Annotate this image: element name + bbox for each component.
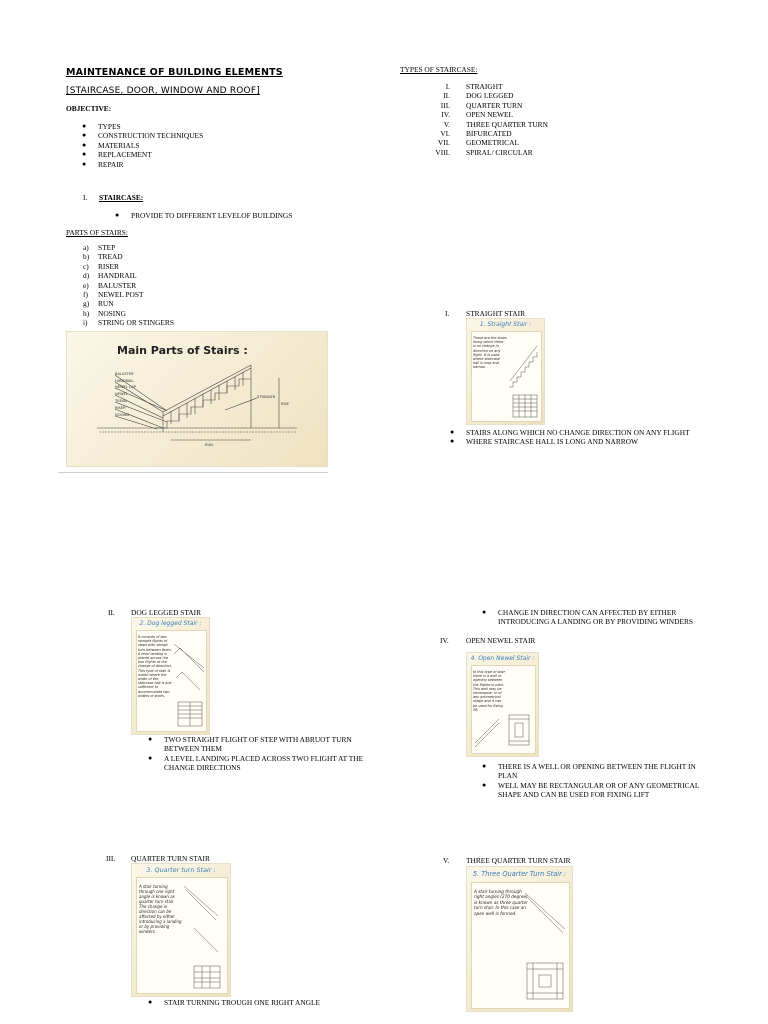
- quarter-turn-stair-drawing: [182, 882, 228, 992]
- figure-caption: It consists of two straight flights of steps with abrupt turn between them. A level landing is placed across the two flights at the change of direction. This type of stair is useful where the width of the staircase hall is just sufficient to accommodate two widths of stairs.: [138, 635, 172, 698]
- list-item: ● WHERE STAIRCASE HALL IS LONG AND NARROW: [450, 437, 638, 447]
- objective-label: OBJECTIVE:: [66, 104, 112, 113]
- figure-caption: These are the stairs along which there is no change in direction on any flight. It is used where staircase hall is long and narrow.: [473, 336, 507, 370]
- list-item: ● TWO STRAIGHT FLIGHT OF STEP WITH ABRUOT TURN BETWEEN THEM: [148, 735, 352, 754]
- list-item: d) HANDRAIL: [83, 271, 137, 281]
- list-item: II. DOG LEGGED: [443, 91, 514, 101]
- list-item: ● REPLACEMENT: [82, 150, 152, 160]
- list-item: c) RISER: [83, 261, 119, 271]
- list-item: ● THERE IS A WELL OR OPENING BETWEEN THE FLIGHT IN PLAN: [482, 762, 696, 781]
- figure-title: 4. Open Newel Stair :: [470, 655, 535, 662]
- figure-caption: In this type of stair there is a well or opening between the flights in plan. This well may be rectangular or of any geometrical shape and it can be used for fixing lift.: [473, 670, 505, 712]
- figure-title: 2. Dog legged Stair :: [139, 620, 202, 627]
- list-item: f) NEWEL POST: [83, 289, 144, 299]
- figure-caption: A stair turning through one right angle is known as quarter turn stair. The change in direction can be affected by either introducing a landing or by providing winders.: [139, 884, 182, 934]
- list-item: a) STEP: [83, 243, 116, 252]
- list-item: ● PROVIDE TO DIFFERENT LEVELOF BUILDINGS: [115, 211, 293, 220]
- figure-title: 3. Quarter turn Stair :: [146, 866, 216, 874]
- label-riser: RISER: [115, 406, 126, 410]
- quarter-turn-heading: QUARTER TURN STAIR: [131, 854, 210, 863]
- list-item: ● A LEVEL LANDING PLACED ACROSS TWO FLIGHT AT THE CHANGE DIRECTIONS: [148, 753, 364, 773]
- straight-stair-figure: [466, 318, 545, 425]
- list-item: ● CONSTRUCTION TECHNIQUES: [82, 131, 204, 141]
- list-item: b) TREAD: [83, 252, 123, 262]
- label-baluster: BALUSTER: [115, 372, 134, 376]
- parts-list: [83, 243, 174, 328]
- list-item: ● TYPES: [82, 122, 121, 131]
- staircase-number: I.: [83, 193, 88, 202]
- staircase-heading: STAIRCASE:: [99, 193, 144, 202]
- list-item: ● STAIRS ALONG WHICH NO CHANGE DIRECTION ON ANY FLIGHT: [450, 428, 690, 437]
- open-newel-number: IV.: [440, 636, 449, 645]
- label-tread: TREAD: [115, 399, 128, 403]
- list-item: i) STRING OR STINGERS: [83, 318, 174, 328]
- open-newel-stair-drawing: [473, 709, 533, 751]
- straight-heading: STRAIGHT STAIR: [466, 309, 526, 318]
- three-quarter-number: V.: [443, 856, 450, 865]
- list-item: I. STRAIGHT: [445, 82, 503, 91]
- figure-title: 1. Straight Stair :: [479, 321, 532, 328]
- list-item: ● CHANGE IN DIRECTION CAN AFFECTED BY EITHER INTRODUCING A LANDING OR BY PROVIDING WINDERS: [482, 608, 694, 627]
- quarter-turn-bullets: [148, 998, 321, 1007]
- list-item: VIII. SPIRAL/ CIRCULAR: [435, 147, 533, 157]
- parts-heading: PARTS OF STAIRS:: [66, 228, 128, 237]
- straight-number: I.: [445, 309, 450, 318]
- label-handrail: HANDRAIL: [115, 379, 134, 383]
- open-newel-stair-figure: [466, 652, 539, 757]
- figure-title: Main Parts of Stairs :: [117, 344, 248, 357]
- stair-diagram: [67, 332, 327, 466]
- label-run: RUN: [205, 443, 213, 447]
- document-subtitle: [STAIRCASE, DOOR, WINDOW AND ROOF]: [66, 86, 260, 96]
- list-item: ● WELL MAY BE RECTANGULAR OR OF ANY GEOMETRICAL SHAPE AND CAN BE USED FOR FIXING LIFT: [482, 780, 700, 800]
- staircase-bullets: [115, 211, 293, 220]
- list-item: VII. GEOMETRICAL: [437, 138, 519, 148]
- list-item: ● REPAIR: [82, 159, 124, 169]
- label-stringer: STRINGER: [257, 395, 276, 399]
- open-newel-bullets: [482, 762, 713, 800]
- quarter-turn-number: III.: [106, 854, 116, 863]
- objectives-list: [82, 122, 204, 169]
- dog-legged-heading: DOG LEGGED STAIR: [131, 608, 202, 617]
- straight-bullets: [450, 428, 690, 447]
- list-item: ● MATERIALS: [82, 140, 140, 150]
- list-item: III. QUARTER TURN: [440, 100, 523, 110]
- figure-caption: A stair turning through right angles (270 degree) is known as three quarter turn stair. In this case an open well is formed.: [474, 889, 528, 916]
- list-item: g) RUN: [83, 299, 114, 309]
- label-newel-cap: NEWEL CAP: [115, 385, 137, 389]
- list-item: h) NOSING: [83, 308, 126, 318]
- document-title: MAINTENANCE OF BUILDING ELEMENTS: [66, 67, 283, 78]
- straight-stair-drawing: [507, 335, 541, 420]
- list-item: e) BALUSTER: [83, 280, 137, 290]
- dog-legged-stair-figure: [131, 617, 210, 735]
- types-heading: TYPES OF STAIRCASE:: [400, 65, 478, 74]
- list-item: IV. OPEN NEWEL: [441, 110, 514, 120]
- list-item: V. THREE QUARTER TURN: [443, 119, 548, 129]
- divider: [58, 472, 328, 473]
- three-quarter-stair-figure: [466, 866, 573, 1012]
- label-rise: RISE: [281, 402, 290, 406]
- change-direction-note: [482, 608, 728, 627]
- three-quarter-heading: THREE QUARTER TURN STAIR: [466, 856, 571, 865]
- label-nosing: NOSING: [115, 413, 130, 417]
- dog-legged-number: II.: [108, 608, 115, 617]
- dog-legged-stair-drawing: [172, 634, 206, 730]
- types-list: [416, 82, 548, 157]
- quarter-turn-stair-figure: [131, 863, 231, 997]
- open-newel-heading: OPEN NEWEL STAIR: [466, 636, 536, 645]
- label-newel: NEWEL: [115, 392, 128, 396]
- three-quarter-stair-drawing: [523, 887, 571, 1005]
- list-item: VI. BIFURCATED: [440, 128, 512, 138]
- dog-legged-bullets: [148, 735, 374, 773]
- parts-of-stairs-figure: [66, 331, 328, 467]
- list-item: ● STAIR TURNING TROUGH ONE RIGHT ANGLE: [148, 998, 321, 1007]
- figure-title: 5. Three Quarter Turn Stair :: [472, 870, 567, 878]
